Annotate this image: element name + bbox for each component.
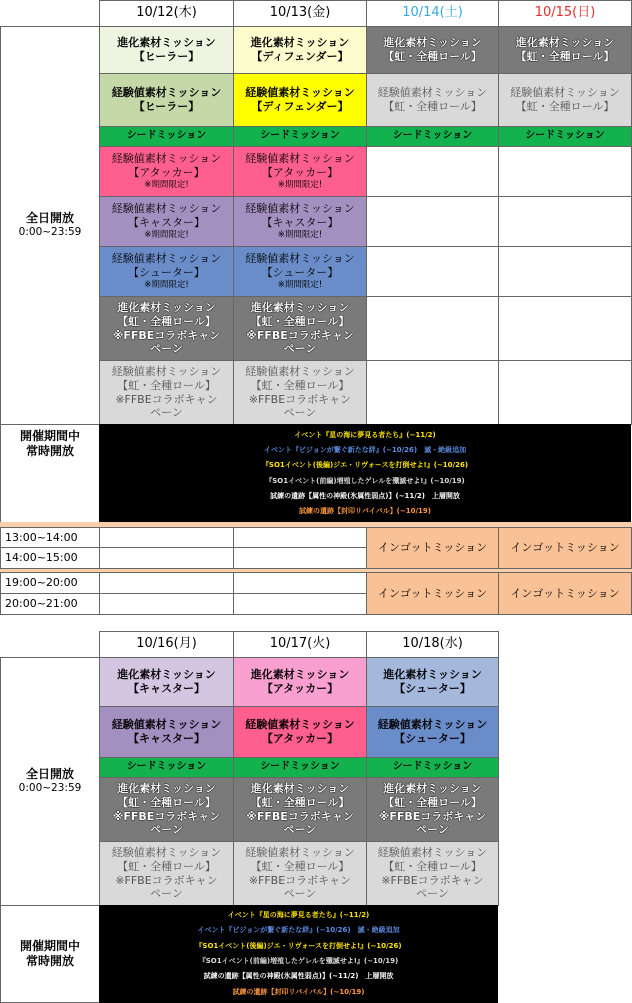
- mission-cell-seed[interactable]: シードミッション: [366, 126, 499, 147]
- mission-cell-seed[interactable]: シードミッション: [498, 126, 632, 147]
- mission-cell-seed[interactable]: シードミッション: [99, 757, 234, 778]
- event-item[interactable]: イベント『星の海に夢見る者たち』(~11/2): [294, 430, 436, 439]
- empty-cell: [99, 572, 234, 594]
- period-label: 開催期間中 常時開放: [0, 905, 100, 1003]
- allday-label: 全日開放 0:00~23:59: [0, 26, 100, 425]
- day-header-sunday: 10/15(日): [498, 0, 632, 27]
- mission-cell-collab-evo[interactable]: 進化素材ミッション 【虹・全種ロール】 ※FFBEコラボキャン ペーン: [233, 296, 367, 361]
- empty-cell: [366, 246, 499, 297]
- event-item[interactable]: イベント『ビジョンが繋ぐ新たな絆』(~10/26) 滅・絶級追加: [197, 926, 400, 935]
- mission-cell-exp-shooter[interactable]: 経験値素材ミッション 【シューター】 ※期間限定!: [99, 246, 234, 297]
- event-item[interactable]: 『SO1イベント(前編)増殖したゲレルを殲滅せよ!』(~10/19): [198, 957, 399, 965]
- mission-cell-exp-caster[interactable]: 経験値素材ミッション 【キャスター】 ※期間限定!: [99, 196, 234, 247]
- mission-cell-collab-exp[interactable]: 経験値素材ミッション 【虹・全種ロール】 ※FFBEコラボキャン ペーン: [233, 841, 367, 906]
- event-item[interactable]: 『SO1イベント(前編)増殖したゲレルを殲滅せよ!』(~10/19): [265, 476, 465, 485]
- day-header: 10/18(水): [366, 631, 499, 658]
- mission-cell-exp-attacker[interactable]: 経験値素材ミッション 【アタッカー】: [233, 706, 367, 758]
- empty-cell: [233, 527, 367, 548]
- mission-cell-collab-evo[interactable]: 進化素材ミッション 【虹・全種ロール】 ※FFBEコラボキャン ペーン: [99, 777, 234, 842]
- mission-cell-ingot[interactable]: インゴットミッション: [498, 527, 632, 569]
- time-label: 13:00~14:00: [0, 527, 100, 548]
- mission-cell-collab-evo[interactable]: 進化素材ミッション 【虹・全種ロール】 ※FFBEコラボキャン ペーン: [99, 296, 234, 361]
- mission-cell-evo-rainbow[interactable]: 進化素材ミッション 【虹・全種ロール】: [498, 26, 632, 74]
- allday-label: 全日開放 0:00~23:59: [0, 657, 100, 906]
- mission-cell-seed[interactable]: シードミッション: [366, 757, 499, 778]
- empty-cell: [498, 196, 632, 247]
- empty-cell: [366, 196, 499, 247]
- mission-cell-exp-attacker[interactable]: 経験値素材ミッション 【アタッカー】 ※期間限定!: [99, 146, 234, 197]
- mission-cell-seed[interactable]: シードミッション: [233, 126, 367, 147]
- empty-cell: [233, 593, 367, 615]
- mission-cell-evo-caster[interactable]: 進化素材ミッション 【キャスター】: [99, 657, 234, 707]
- mission-cell-collab-exp[interactable]: 経験値素材ミッション 【虹・全種ロール】 ※FFBEコラボキャン ペーン: [99, 841, 234, 906]
- mission-cell-ingot[interactable]: インゴットミッション: [366, 572, 499, 615]
- empty-cell: [233, 547, 367, 569]
- day-header: 10/17(火): [233, 631, 367, 658]
- event-item[interactable]: 『SO1イベント(後編)ジエ・リヴォースを打倒せよ!』(~10/26): [195, 941, 402, 950]
- empty-cell: [498, 146, 632, 197]
- empty-cell: [498, 246, 632, 297]
- mission-cell-seed[interactable]: シードミッション: [99, 126, 234, 147]
- day-header: 10/13(金): [233, 0, 367, 27]
- day-header: 10/12(木): [99, 0, 234, 27]
- corner-cell: [0, 0, 100, 27]
- time-label: 14:00~15:00: [0, 547, 100, 569]
- mission-cell-exp-caster[interactable]: 経験値素材ミッション 【キャスター】: [99, 706, 234, 758]
- empty-cell: [498, 360, 632, 425]
- day-header-saturday: 10/14(土): [366, 0, 499, 27]
- event-item[interactable]: 試練の遺跡【属性の神殿(氷属性弱点)】(~11/2) 上層開放: [270, 491, 460, 500]
- mission-cell-exp-shooter[interactable]: 経験値素材ミッション 【シューター】: [366, 706, 499, 758]
- mission-cell-exp-shooter[interactable]: 経験値素材ミッション 【シューター】 ※期間限定!: [233, 246, 367, 297]
- mission-cell-evo-defender[interactable]: 進化素材ミッション 【ディフェンダー】: [233, 26, 367, 74]
- event-list: [99, 424, 631, 523]
- event-item[interactable]: イベント『星の海に夢見る者たち』(~11/2): [227, 911, 370, 920]
- period-label: 開催期間中 常時開放: [0, 424, 100, 523]
- mission-cell-collab-evo[interactable]: 進化素材ミッション 【虹・全種ロール】 ※FFBEコラボキャン ペーン: [233, 777, 367, 842]
- day-header: 10/16(月): [99, 631, 234, 658]
- mission-cell-evo-rainbow[interactable]: 進化素材ミッション 【虹・全種ロール】: [366, 26, 499, 74]
- mission-cell-evo-attacker[interactable]: 進化素材ミッション 【アタッカー】: [233, 657, 367, 707]
- mission-cell-exp-rainbow[interactable]: 経験値素材ミッション 【虹・全種ロール】: [498, 73, 632, 127]
- empty-cell: [99, 593, 234, 615]
- mission-cell-ingot[interactable]: インゴットミッション: [498, 572, 632, 615]
- mission-cell-exp-defender[interactable]: 経験値素材ミッション 【ディフェンダー】: [233, 73, 367, 127]
- mission-cell-evo-shooter[interactable]: 進化素材ミッション 【シューター】: [366, 657, 499, 707]
- mission-cell-evo-healer[interactable]: 進化素材ミッション 【ヒーラー】: [99, 26, 234, 74]
- mission-cell-collab-evo[interactable]: 進化素材ミッション 【虹・全種ロール】 ※FFBEコラボキャン ペーン: [366, 777, 499, 842]
- mission-cell-exp-caster[interactable]: 経験値素材ミッション 【キャスター】 ※期間限定!: [233, 196, 367, 247]
- mission-cell-exp-attacker[interactable]: 経験値素材ミッション 【アタッカー】 ※期間限定!: [233, 146, 367, 197]
- mission-cell-seed[interactable]: シードミッション: [233, 757, 367, 778]
- event-item[interactable]: 試練の遺跡【属性の神殿(氷属性弱点)】(~11/2) 上層開放: [203, 972, 394, 981]
- event-item[interactable]: 『SO1イベント(後編)ジエ・リヴォースを打倒せよ!』(~10/26): [261, 461, 469, 470]
- event-item[interactable]: 試練の遺跡【封印リバイバル】(~10/19): [299, 507, 431, 516]
- empty-cell: [233, 572, 367, 594]
- time-label: 19:00~20:00: [0, 572, 100, 594]
- empty-cell: [366, 146, 499, 197]
- event-list: [99, 905, 498, 1003]
- empty-cell: [99, 547, 234, 569]
- empty-cell: [366, 360, 499, 425]
- empty-cell: [498, 296, 632, 361]
- empty-cell: [366, 296, 499, 361]
- mission-cell-exp-rainbow[interactable]: 経験値素材ミッション 【虹・全種ロール】: [366, 73, 499, 127]
- empty-cell: [99, 527, 234, 548]
- time-label: 20:00~21:00: [0, 593, 100, 615]
- event-item[interactable]: イベント『ビジョンが繋ぐ新たな絆』(~10/26) 滅・絶級追加: [263, 445, 467, 454]
- mission-cell-collab-exp[interactable]: 経験値素材ミッション 【虹・全種ロール】 ※FFBEコラボキャン ペーン: [99, 360, 234, 425]
- mission-cell-ingot[interactable]: インゴットミッション: [366, 527, 499, 569]
- event-item[interactable]: 試練の遺跡【封印リバイバル】(~10/19): [232, 987, 365, 996]
- mission-cell-exp-healer[interactable]: 経験値素材ミッション 【ヒーラー】: [99, 73, 234, 127]
- mission-cell-collab-exp[interactable]: 経験値素材ミッション 【虹・全種ロール】 ※FFBEコラボキャン ペーン: [233, 360, 367, 425]
- mission-cell-collab-exp[interactable]: 経験値素材ミッション 【虹・全種ロール】 ※FFBEコラボキャン ペーン: [366, 841, 499, 906]
